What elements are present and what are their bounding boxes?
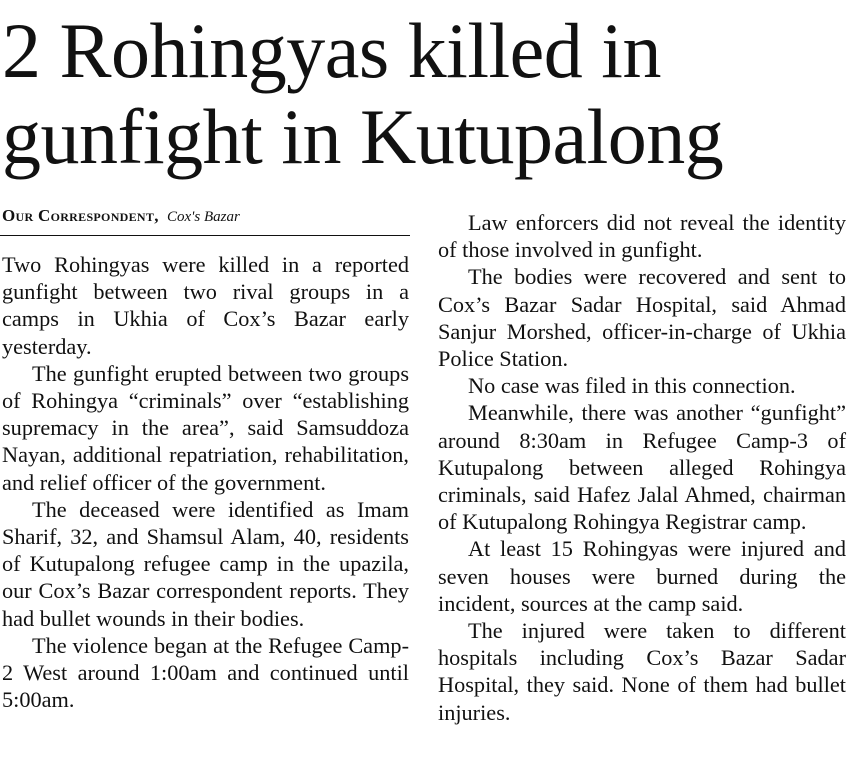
paragraph: Meanwhile, there was another “gunfight” around 8:30am in Refugee Camp-3 of Kutupalong between alleged Rohingya criminals, said Hafez Jalal Ahmed, chairman of Kutupalong Rohingya Registrar camp. [438,400,846,535]
paragraph: The deceased were identified as Imam Sharif, 32, and Shamsul Alam, 40, residents of Kutupalong refugee camp in the upazila, our Cox’s Bazar correspondent reports. They had bullet wounds in their bodies. [2,496,409,631]
paragraph: Two Rohingyas were killed in a reported gunfight between two rival groups in a camps in Ukhia of Cox’s Bazar early yesterday. [2,252,409,359]
paragraph: At least 15 Rohingyas were injured and seven houses were burned during the incident, sources at the camp said. [438,536,846,616]
article-headline [2,8,848,180]
byline-divider [0,235,410,236]
byline-author: Our Correspondent, [2,206,159,225]
paragraph: The injured were taken to different hospitals including Cox’s Bazar Sadar Hospital, they said. None of them had bullet injuries. [438,618,846,725]
byline-place: Cox's Bazar [167,209,240,225]
paragraph: No case was filed in this connection. [468,373,796,399]
article-column-right [438,209,846,726]
paragraph: The violence began at the Refugee Camp-2 West around 1:00am and continued until 5:00am. [2,632,409,713]
paragraph: Law enforcers did not reveal the identity of those involved in gunfight. [438,210,846,263]
paragraph: The gunfight erupted between two groups of Rohingya “criminals” over “establishing supremacy in the area”, said Samsuddoza Nayan, additional repatriation, rehabilitation, and relief officer of the government. [2,360,409,495]
byline [2,204,408,229]
headline-line-2: gunfight in Kutupalong [2,93,724,180]
paragraph: The bodies were recovered and sent to Cox’s Bazar Sadar Hospital, said Ahmad Sanjur Morshed, officer-in-charge of Ukhia Police Station. [438,264,846,372]
headline-line-1: 2 Rohingyas killed in [2,7,661,94]
article-column-left [2,251,409,713]
